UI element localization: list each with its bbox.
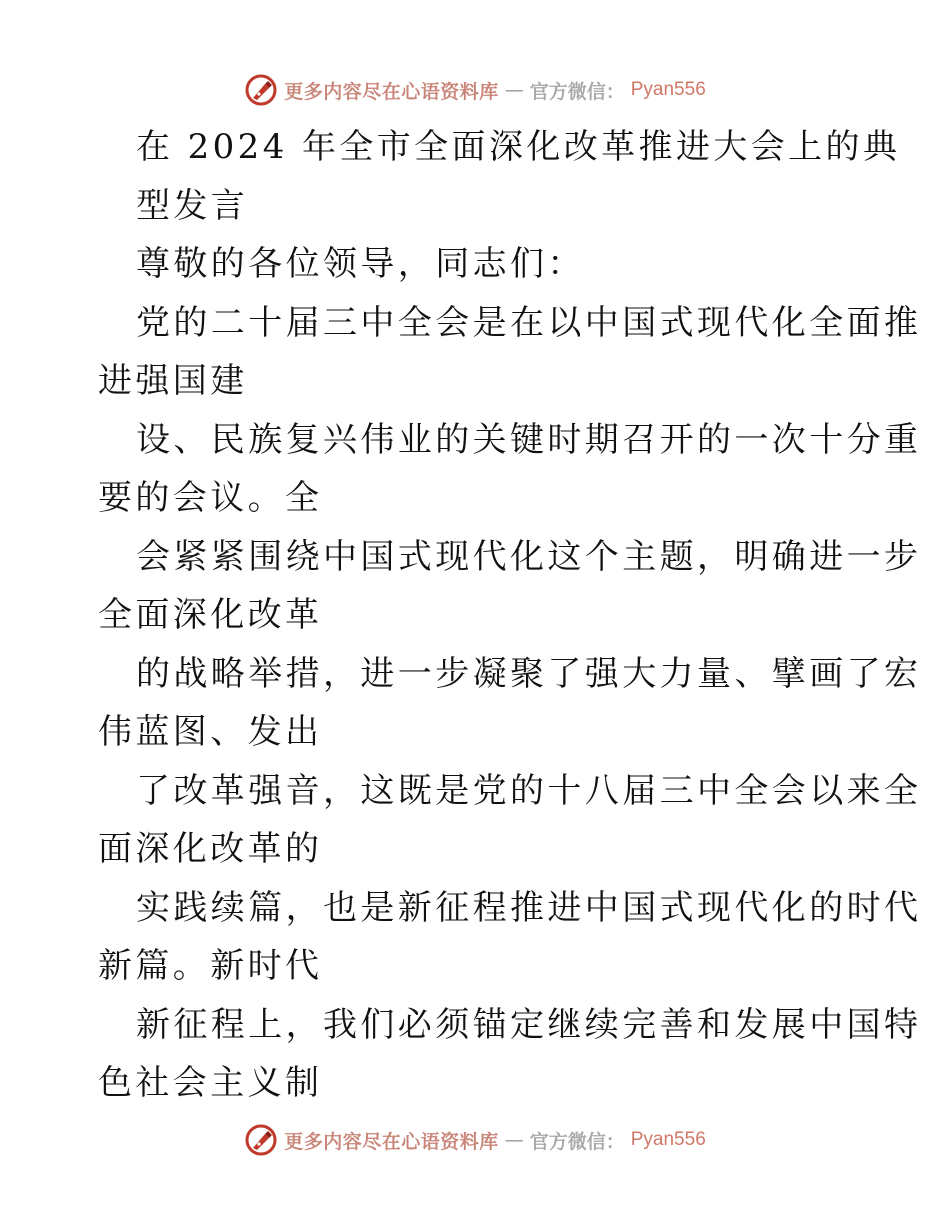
text-line: 实践续篇，也是新征程推进中国式现代化的时代 (136, 887, 922, 928)
text-line: 的战略举措，进一步凝聚了强大力量、擘画了宏 (136, 653, 922, 694)
text-line: 新征程上，我们必须锚定继续完善和发展中国特 (136, 1004, 922, 1045)
text-line: 伟蓝图、发出 (98, 712, 323, 752)
pen-nib-logo-icon (244, 73, 278, 107)
pen-nib-logo-icon (244, 1123, 278, 1157)
text-line: 面深化改革的 (98, 829, 323, 869)
text-line: 进强国建 (98, 361, 248, 401)
text-line: 型发言 (136, 185, 249, 226)
text-line: 设、民族复兴伟业的关键时期召开的一次十分重 (136, 419, 922, 460)
text-line: 新篇。新时代 (98, 946, 323, 986)
watermark-wechat-id: Pyan556 (630, 1129, 706, 1150)
watermark-wechat-label: 官方微信： (529, 80, 625, 103)
watermark-wechat-id: Pyan556 (630, 79, 706, 100)
watermark-wechat-label: 官方微信： (529, 1130, 625, 1153)
text-line: 要的会议。全 (98, 478, 323, 518)
text-line: 色社会主义制 (98, 1063, 323, 1103)
watermark-dash: — (504, 1129, 524, 1151)
text-line: 会紧紧围绕中国式现代化这个主题，明确进一步 (136, 536, 922, 577)
text-line: 了改革强音，这既是党的十八届三中全会以来全 (136, 770, 922, 811)
watermark-site-text: 更多内容尽在心语资料库 (284, 1130, 499, 1153)
text-line: 在 2024 年全市全面深化改革推进大会上的典 (136, 127, 901, 167)
text-line: 全面深化改革 (98, 595, 323, 635)
watermark-dash: — (504, 79, 524, 101)
text-line: 党的二十届三中全会是在以中国式现代化全面推 (136, 302, 922, 343)
watermark-header (0, 70, 950, 110)
watermark-footer (0, 1120, 950, 1160)
document-body (98, 118, 922, 1113)
watermark-site-text: 更多内容尽在心语资料库 (284, 80, 499, 103)
text-line: 尊敬的各位领导，同志们： (136, 244, 585, 284)
